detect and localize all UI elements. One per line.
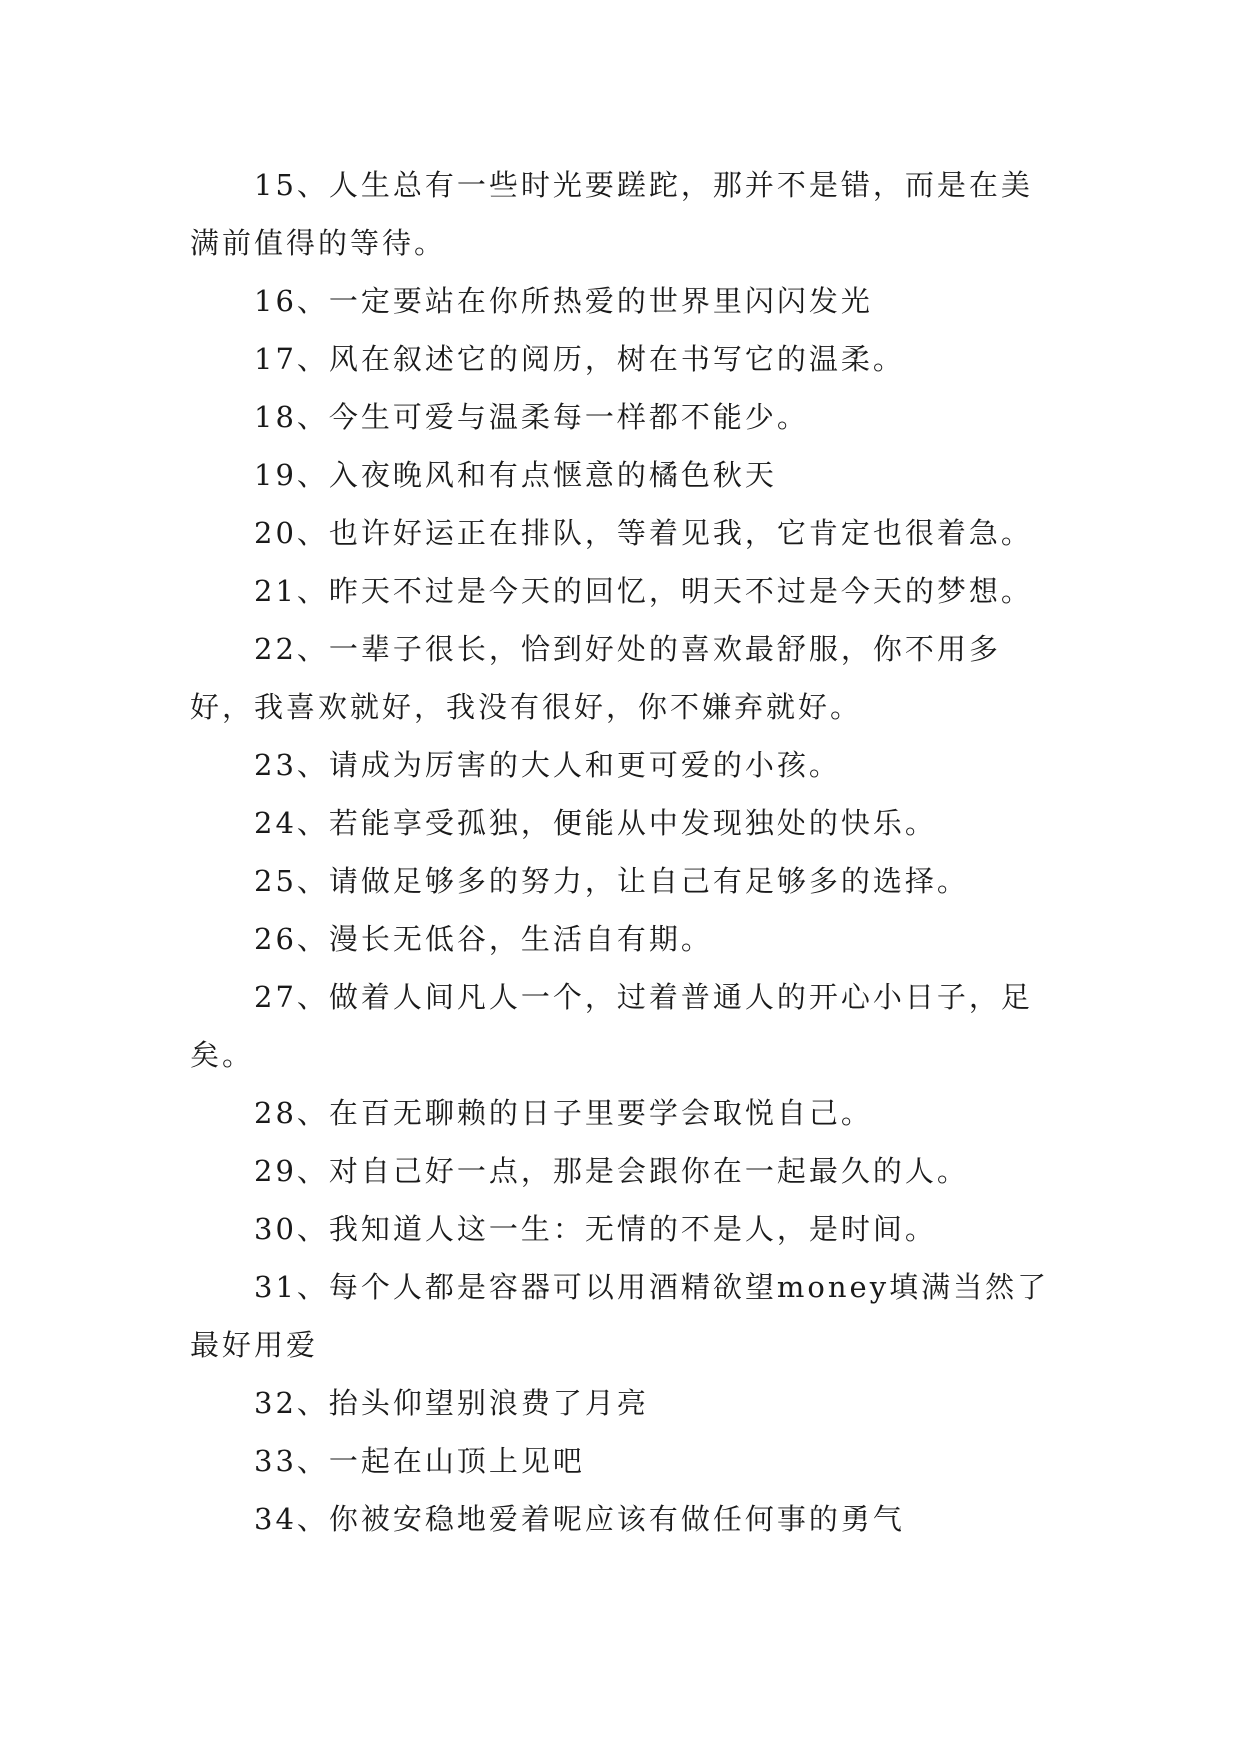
paragraph-24: 24、若能享受孤独，便能从中发现独处的快乐。	[254, 806, 937, 840]
paragraph-25: 25、请做足够多的努力，让自己有足够多的选择。	[254, 864, 969, 898]
paragraph-27: 27、做着人间凡人一个，过着普通人的开心小日子，足矣。	[190, 980, 1033, 1072]
paragraph-21: 21、昨天不过是今天的回忆，明天不过是今天的梦想。	[254, 574, 1033, 608]
paragraph-34: 34、你被安稳地爱着呢应该有做任何事的勇气	[254, 1502, 905, 1536]
paragraph-31: 31、每个人都是容器可以用酒精欲望money填满当然了最好用爱	[190, 1270, 1050, 1362]
paragraph-29: 29、对自己好一点，那是会跟你在一起最久的人。	[254, 1154, 969, 1188]
paragraph-15: 15、人生总有一些时光要蹉跎，那并不是错，而是在美满前值得的等待。	[190, 168, 1033, 260]
paragraph-26: 26、漫长无低谷，生活自有期。	[254, 922, 713, 956]
document-body	[190, 156, 1060, 1548]
paragraph-30: 30、我知道人这一生：无情的不是人，是时间。	[254, 1212, 937, 1246]
paragraph-33: 33、一起在山顶上见吧	[254, 1444, 585, 1478]
paragraph-23: 23、请成为厉害的大人和更可爱的小孩。	[254, 748, 841, 782]
paragraph-17: 17、风在叙述它的阅历，树在书写它的温柔。	[254, 342, 905, 376]
paragraph-28: 28、在百无聊赖的日子里要学会取悦自己。	[254, 1096, 873, 1130]
paragraph-22: 22、一辈子很长，恰到好处的喜欢最舒服，你不用多好，我喜欢就好，我没有很好，你不嫌弃就好。	[190, 632, 1001, 724]
paragraph-20: 20、也许好运正在排队，等着见我，它肯定也很着急。	[254, 516, 1033, 550]
paragraph-16: 16、一定要站在你所热爱的世界里闪闪发光	[254, 284, 873, 318]
paragraph-18: 18、今生可爱与温柔每一样都不能少。	[254, 400, 809, 434]
paragraph-32: 32、抬头仰望别浪费了月亮	[254, 1386, 649, 1420]
paragraph-19: 19、入夜晚风和有点惬意的橘色秋天	[254, 458, 777, 492]
